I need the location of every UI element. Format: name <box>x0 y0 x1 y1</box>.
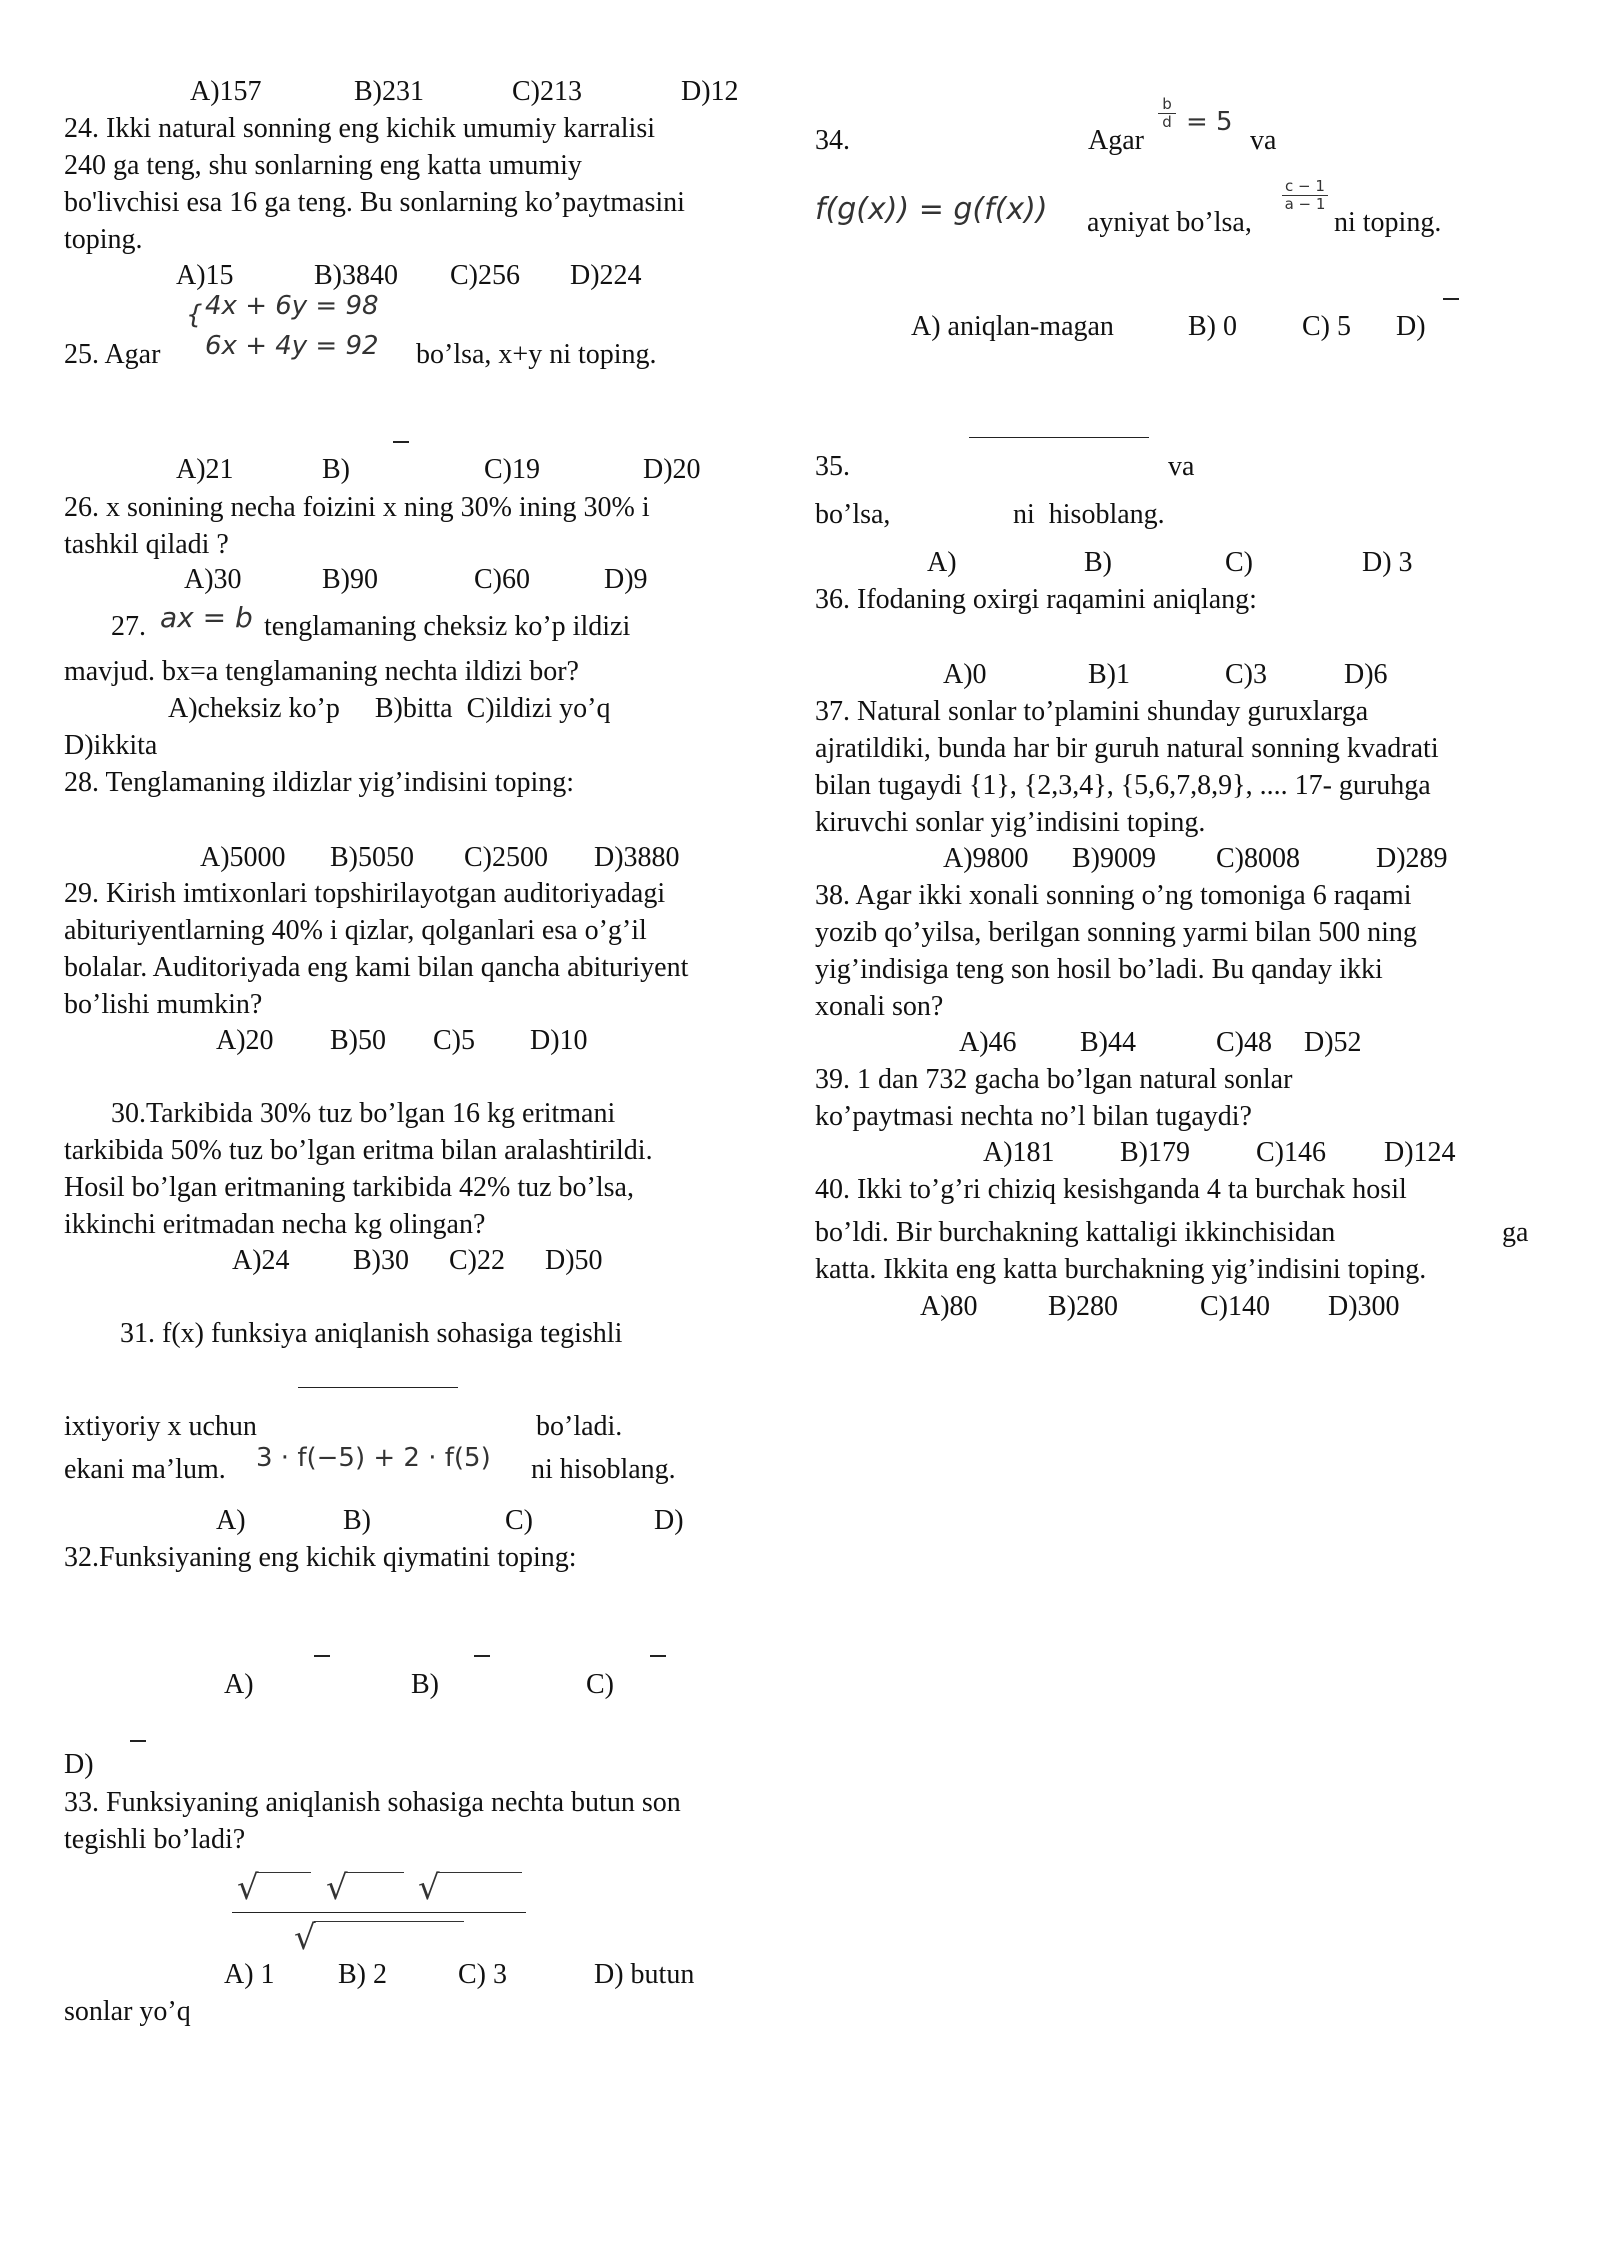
q37-line: ajratildiki, bunda har bir guruh natural sonning kvadrati <box>815 733 1439 764</box>
q29-option-b: B)50 <box>330 1025 386 1056</box>
q33-option-d: D) butun <box>594 1959 695 1990</box>
q30-line: ikkinchi eritmadan necha kg olingan? <box>64 1209 486 1240</box>
q25-system-brace: { <box>186 300 203 330</box>
q39-option-d: D)124 <box>1384 1137 1456 1168</box>
q33-line: tegishli bo’ladi? <box>64 1824 246 1855</box>
q36-option-a: A)0 <box>943 659 987 690</box>
q30-option-c: C)22 <box>449 1245 505 1276</box>
q35-va: va <box>1168 451 1195 482</box>
q24-option-c: C)256 <box>450 260 520 291</box>
q27-line1: tenglamaning cheksiz ko’p ildizi <box>264 611 631 642</box>
q27-formula: ax = b <box>160 601 253 634</box>
q31-line2a: ixtiyoriy x uchun <box>64 1411 257 1442</box>
q29-option-d: D)10 <box>530 1025 588 1056</box>
q31-option-a: A) <box>216 1505 246 1536</box>
q24-option-a: A)15 <box>176 260 234 291</box>
q27-line2: mavjud. bx=a tenglamaning nechta ildizi bor? <box>64 656 579 687</box>
q35-fraction-line <box>969 437 1149 438</box>
q35-number: 35. <box>815 451 850 482</box>
q26-option-b: B)90 <box>322 564 378 595</box>
q36-text: 36. Ifodaning oxirgi raqamini aniqlang: <box>815 584 1257 615</box>
q30-option-a: A)24 <box>232 1245 290 1276</box>
q34-va: va <box>1250 125 1277 156</box>
q35-option-c: C) <box>1225 547 1253 578</box>
q32-option-d: D) <box>64 1749 94 1780</box>
q30-line: tarkibida 50% tuz bo’lgan eritma bilan aralashtirildi. <box>64 1135 653 1166</box>
q35-option-a: A) <box>927 547 957 578</box>
q28-option-d: D)3880 <box>594 842 680 873</box>
q40-line2a: bo’ldi. Bir burchakning kattaligi ikkinchisidan <box>815 1217 1336 1248</box>
q33-sqrt-sign: √ <box>326 1868 348 1908</box>
q29-line: abituriyentlarning 40% i qizlar, qolganlari esa o’g’il <box>64 915 647 946</box>
q35-hisob: ni hisoblang. <box>1013 499 1165 530</box>
q34-number: 34. <box>815 125 850 156</box>
q40-line3: katta. Ikkita eng katta burchakning yig’indisini toping. <box>815 1254 1427 1285</box>
q32-mark <box>314 1655 330 1657</box>
q23-option-b: B)231 <box>354 76 424 107</box>
q40-line2b: ga <box>1502 1217 1529 1248</box>
q40-option-a: A)80 <box>920 1291 978 1322</box>
q34-fraction2-bottom: a − 1 <box>1284 195 1326 213</box>
q34-fraction-c-a <box>1282 178 1328 213</box>
q29-option-a: A)20 <box>216 1025 274 1056</box>
q27-options: A)cheksiz ko’p B)bitta C)ildizi yo’q <box>168 693 611 724</box>
q38-line: yozib qo’yilsa, berilgan sonning yarmi bilan 500 ning <box>815 917 1417 948</box>
q36-option-d: D)6 <box>1344 659 1388 690</box>
q34-fraction-b-d <box>1158 96 1176 131</box>
q25-blank-mark <box>393 441 409 443</box>
q33-radical-bar <box>438 1872 522 1873</box>
q39-line: 39. 1 dan 732 gacha bo’lgan natural sonlar <box>815 1064 1293 1095</box>
q40-option-b: B)280 <box>1048 1291 1118 1322</box>
q31-line1: 31. f(x) funksiya aniqlanish sohasiga tegishli <box>120 1318 623 1349</box>
q33-tail: sonlar yo’q <box>64 1996 191 2027</box>
q29-option-c: C)5 <box>433 1025 475 1056</box>
q35-option-d: D) 3 <box>1362 547 1413 578</box>
q32-option-a: A) <box>224 1669 254 1700</box>
q27-option-d: D)ikkita <box>64 730 158 761</box>
q33-line: 33. Funksiyaning aniqlanish sohasiga nechta butun son <box>64 1787 681 1818</box>
q32-mark <box>650 1655 666 1657</box>
q39-line: ko’paytmasi nechta no’l bilan tugaydi? <box>815 1101 1252 1132</box>
q35-option-b: B) <box>1084 547 1112 578</box>
q39-option-b: B)179 <box>1120 1137 1190 1168</box>
q38-line: xonali son? <box>815 991 944 1022</box>
q24-line: 24. Ikki natural sonning eng kichik umumiy karralisi <box>64 113 656 144</box>
q38-option-d: D)52 <box>1304 1027 1362 1058</box>
q34-option-d: D) <box>1396 311 1426 342</box>
q32-mark <box>474 1655 490 1657</box>
q31-option-d: D) <box>654 1505 684 1536</box>
q29-line: 29. Kirish imtixonlari topshirilayotgan auditoriyadagi <box>64 878 666 909</box>
q27-number: 27. <box>111 611 146 642</box>
q33-sqrt-sign: √ <box>418 1868 440 1908</box>
q34-fraction2-top: c − 1 <box>1282 178 1328 196</box>
q28-option-a: A)5000 <box>200 842 286 873</box>
q36-option-b: B)1 <box>1088 659 1130 690</box>
q32-option-b: B) <box>411 1669 439 1700</box>
q38-option-a: A)46 <box>959 1027 1017 1058</box>
q28-option-b: B)5050 <box>330 842 414 873</box>
q37-option-d: D)289 <box>1376 843 1448 874</box>
q38-option-c: C)48 <box>1216 1027 1272 1058</box>
q28-text: 28. Tenglamaning ildizlar yig’indisini toping: <box>64 767 575 798</box>
q34-equals-5: = 5 <box>1186 107 1233 137</box>
q33-fraction-line <box>232 1912 526 1913</box>
q25-suffix: bo’lsa, x+y ni toping. <box>416 339 657 370</box>
q37-line: 37. Natural sonlar to’plamini shunday guruxlarga <box>815 696 1369 727</box>
q30-option-b: B)30 <box>353 1245 409 1276</box>
q31-fraction-line <box>298 1387 458 1388</box>
q29-line: bolalar. Auditoriyada eng kami bilan qancha abituriyent <box>64 952 689 983</box>
q34-mark <box>1443 298 1459 300</box>
q25-option-d: D)20 <box>643 454 701 485</box>
q25-option-a: A)21 <box>176 454 234 485</box>
q34-mid: ayniyat bo’lsa, <box>1087 207 1252 238</box>
q25-option-b: B) <box>322 454 350 485</box>
q39-option-c: C)146 <box>1256 1137 1326 1168</box>
q31-line3b: ni hisoblang. <box>531 1454 676 1485</box>
q30-line: Hosil bo’lgan eritmaning tarkibida 42% tuz bo’lsa, <box>64 1172 634 1203</box>
q24-option-b: B)3840 <box>314 260 398 291</box>
q34-option-c: C) 5 <box>1302 311 1351 342</box>
q31-option-b: B) <box>343 1505 371 1536</box>
q38-option-b: B)44 <box>1080 1027 1136 1058</box>
q34-end: ni toping. <box>1334 207 1442 238</box>
q25-equation-1: 4x + 6y = 98 <box>205 291 379 321</box>
q34-fraction-bottom: d <box>1162 113 1172 131</box>
q34-agar: Agar <box>1088 125 1144 156</box>
q26-line: 26. x sonining necha foizini x ning 30% ining 30% i <box>64 492 650 523</box>
q24-line: bo'livchisi esa 16 ga teng. Bu sonlarning ko’paytmasini <box>64 187 685 218</box>
q28-option-c: C)2500 <box>464 842 548 873</box>
q37-option-a: A)9800 <box>943 843 1029 874</box>
q33-radical-bar <box>257 1872 311 1873</box>
q33-option-b: B) 2 <box>338 1959 387 1990</box>
q24-line: toping. <box>64 224 143 255</box>
q25-option-c: C)19 <box>484 454 540 485</box>
q38-line: yig’indisiga teng son hosil bo’ladi. Bu qanday ikki <box>815 954 1383 985</box>
q30-line: 30.Tarkibida 30% tuz bo’lgan 16 kg eritmani <box>111 1098 616 1129</box>
q35-bolsa: bo’lsa, <box>815 499 891 530</box>
q23-option-d: D)12 <box>681 76 739 107</box>
q25-prefix: 25. Agar <box>64 339 161 370</box>
q34-fraction-top: b <box>1158 96 1176 114</box>
q31-line2b: bo’ladi. <box>536 1411 623 1442</box>
q33-sqrt-sign: √ <box>237 1868 259 1908</box>
q31-line3a: ekani ma’lum. <box>64 1454 226 1485</box>
q33-option-c: C) 3 <box>458 1959 507 1990</box>
q26-option-c: C)60 <box>474 564 530 595</box>
q24-line: 240 ga teng, shu sonlarning eng katta umumiy <box>64 150 582 181</box>
q33-sqrt-sign: √ <box>294 1918 316 1958</box>
q30-option-d: D)50 <box>545 1245 603 1276</box>
q32-text: 32.Funksiyaning eng kichik qiymatini toping: <box>64 1542 577 1573</box>
q33-radical-bar <box>314 1921 464 1922</box>
q39-option-a: A)181 <box>983 1137 1055 1168</box>
q32-option-c: C) <box>586 1669 614 1700</box>
q32-mark <box>130 1740 146 1742</box>
q34-formula: f(g(x)) = g(f(x)) <box>815 192 1048 227</box>
q37-line: kiruvchi sonlar yig’indisini toping. <box>815 807 1206 838</box>
q36-option-c: C)3 <box>1225 659 1267 690</box>
q23-option-c: C)213 <box>512 76 582 107</box>
q29-line: bo’lishi mumkin? <box>64 989 263 1020</box>
q37-option-c: C)8008 <box>1216 843 1300 874</box>
q34-option-a: A) aniqlan-magan <box>911 311 1114 342</box>
q31-option-c: C) <box>505 1505 533 1536</box>
q33-option-a: A) 1 <box>224 1959 275 1990</box>
q23-option-a: A)157 <box>190 76 262 107</box>
q40-option-d: D)300 <box>1328 1291 1400 1322</box>
q26-option-d: D)9 <box>604 564 648 595</box>
q38-line: 38. Agar ikki xonali sonning o’ng tomoniga 6 raqami <box>815 880 1412 911</box>
q33-radical-bar <box>346 1872 404 1873</box>
q26-line: tashkil qiladi ? <box>64 529 229 560</box>
q40-option-c: C)140 <box>1200 1291 1270 1322</box>
q24-option-d: D)224 <box>570 260 642 291</box>
q31-formula: 3 · f(−5) + 2 · f(5) <box>256 1443 491 1473</box>
q26-option-a: A)30 <box>184 564 242 595</box>
q37-line: bilan tugaydi {1}, {2,3,4}, {5,6,7,8,9}, .... 17- guruhga <box>815 770 1431 801</box>
q25-equation-2: 6x + 4y = 92 <box>205 331 379 361</box>
q40-line1: 40. Ikki to’g’ri chiziq kesishganda 4 ta burchak hosil <box>815 1174 1407 1205</box>
q34-option-b: B) 0 <box>1188 311 1237 342</box>
q37-option-b: B)9009 <box>1072 843 1156 874</box>
